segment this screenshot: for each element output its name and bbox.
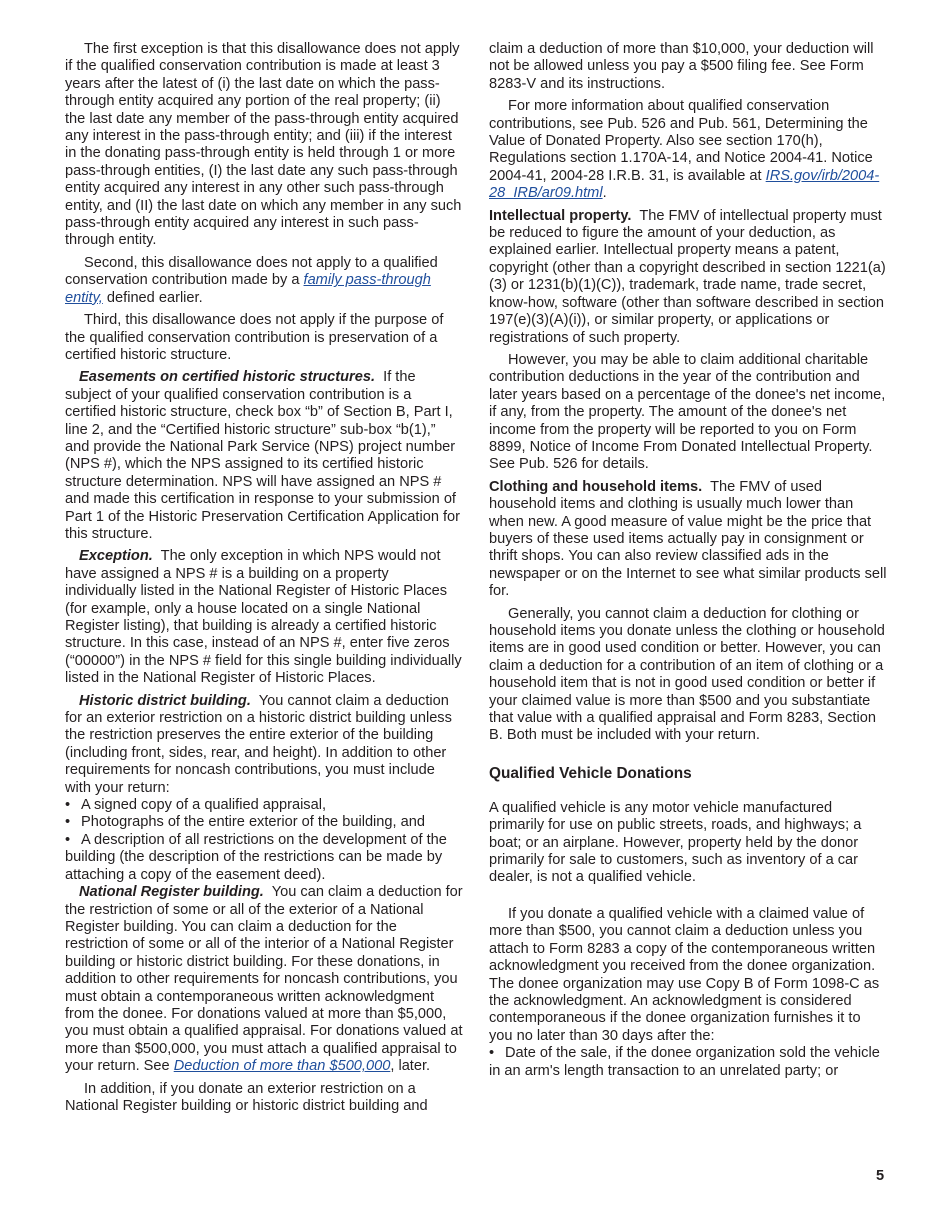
clothing-text: The FMV of used household items and clothing is usually much lower than when new. A good measure of value might be the price that buyers of these used items actually pay in consignment or thrift shops. You can also review classified ads in the newspaper or on the Internet to see what similar products sell for. xyxy=(489,478,887,600)
section-heading-qualified-vehicle: Qualified Vehicle Donations xyxy=(489,764,692,782)
bullet-item xyxy=(489,1045,887,1080)
bullet-text: Date of the sale, if the donee organization sold the vehicle in an arm's length transaction to an unrelated party; or xyxy=(489,1045,880,1079)
exception-section xyxy=(65,548,463,687)
bullet-item xyxy=(65,814,463,831)
text: . xyxy=(602,185,607,202)
bullet-icon: • xyxy=(65,814,71,831)
paragraph-third-exception: Third, this disallowance does not apply if the purpose of the qualified conservation contribution is preservation of a certified historic structure. xyxy=(65,312,444,363)
spacer xyxy=(489,892,887,906)
easements-section xyxy=(65,369,463,543)
bullet-item xyxy=(65,832,463,884)
bullet-text: Photographs of the entire exterior of the building, and xyxy=(81,814,425,831)
paragraph-second-exception xyxy=(65,255,463,307)
paragraph-in-addition: In addition, if you donate an exterior restriction on a National Register building or historic district building and xyxy=(65,1080,428,1114)
left-column xyxy=(65,41,463,1120)
easements-text: If the subject of your qualified conservation contribution is a certified historic structure, check box “b” of Section B, Part I, line 2, and the “Certified historic structure” sub-box “b(1),” and provide the National Park Service (NPS) project number (NPS #), which the NPS assigned to its certified historic structure determination. NPS will have assigned an NPS # and made this certification in response to your submission of Part 1 of the Historic Preservation Certification Application for this structure. xyxy=(65,369,461,542)
text: , later. xyxy=(390,1058,431,1075)
bullet-text: A description of all restrictions on the development of the building (the description of the restrictions can be made by attaching a copy of the easement deed). xyxy=(65,831,447,883)
family-pass-through-entity-link[interactable]: family pass-through entity, xyxy=(65,272,431,306)
national-register-text: You can claim a deduction for the restriction of some or all of the exterior of a National Register building. You can claim a deduction for the restriction of some or all of the interior of a National Register building or historic district building. For these donations, in addition to other requirements for noncash contributions, you must obtain a contemporaneous written acknowledgment from the donee. For donations valued at more than $5,000, you must obtain a qualified appraisal. For donations valued at more than $500,000, you must attach a qualified appraisal to your return. See xyxy=(65,884,463,1075)
paragraph-vehicle-definition: A qualified vehicle is any motor vehicle manufactured primarily for use on public streets, roads, and highways; a boat; or an airplane. However, property held by the donor primarily for sale to customers, such as inventory of a car dealer, is not a qualified vehicle. xyxy=(489,799,862,886)
intellectual-property-section xyxy=(489,208,887,347)
paragraph-more-info xyxy=(489,98,887,202)
easements-heading: Easements on certified historic structures. xyxy=(79,369,376,386)
bullet-icon: • xyxy=(489,1045,495,1062)
national-register-heading: National Register building. xyxy=(79,884,264,901)
historic-district-text: You cannot claim a deduction for an exterior restriction on a historic district building unless the restriction preserves the entire exterior of the building (including front, sides, rear, and height). In addition to other requirements for noncash contributions, you must include with your return: xyxy=(65,692,452,796)
irs-notice-link[interactable]: IRS.gov/irb/2004-28_IRB/ar09.html xyxy=(489,167,880,202)
paragraph-filing-fee: claim a deduction of more than $10,000, your deduction will not be allowed unless you pay a $500 filing fee. See Form 8283-V and its instructions. xyxy=(489,41,874,92)
historic-district-heading: Historic district building. xyxy=(79,692,251,709)
paragraph-ip-additional: However, you may be able to claim additional charitable contribution deductions in the year of the contribution and later years based on a percentage of the donee's net income, if any, from the property. The amount of the donee's net income from the property will be reported to you on Form 8899, Notice of Income From Donated Intellectual Property. See Pub. 526 for details. xyxy=(489,351,886,473)
exception-text: The only exception in which NPS would not have assigned a NPS # is a building on a property individually listed in the National Register of Historic Places (for example, only a house located on a single National Register listing), that building is already a certified historic structure. In this case, instead of an NPS #, enter five zeros (“00000”) in the NPS # field for this single building individually listed in the National Register of Historic Places. xyxy=(65,548,462,687)
exception-heading: Exception. xyxy=(79,548,153,565)
page-number: 5 xyxy=(876,1168,885,1184)
deduction-more-than-500000-link[interactable]: Deduction of more than $500,000 xyxy=(173,1058,391,1075)
paragraph-first-exception: The first exception is that this disallowance does not apply if the qualified conservation contribution is made at least 3 years after the latest of (i) the last date on which the pass-through entity acquired any portion of the real property; (ii) the last date any member of the pass-through entity acquired any interest in the pass-through entity; and (iii) if the interest in the donating pass-through entity is held through 1 or more pass-through entities, (I) the last date any such pass-through entity acquired any interest in any other such pass-through entity, and (II) the last date on which any member in any such pass-through entity acquired any interest in such pass-through entity. xyxy=(65,41,462,249)
bullet-item xyxy=(65,797,463,814)
text: defined earlier. xyxy=(102,289,203,306)
right-column xyxy=(489,41,887,1080)
national-register-section xyxy=(65,884,463,1075)
intellectual-property-text: The FMV of intellectual property must be reduced to figure the amount of your deduction, as explained earlier. Intellectual property means a patent, copyright (other than a copyright described in section 1221(a)(3) or 1231(b)(1)(C)), trademark, trade name, trade secret, know-how, software (other than software described in section 197(e)(3)(A)(i)), or similar property, or applications or registrations of such property. xyxy=(489,207,886,346)
bullet-text: A signed copy of a qualified appraisal, xyxy=(81,797,327,814)
text: Second, this disallowance does not apply to a qualified conservation contribution made by a xyxy=(65,254,438,289)
bullet-icon: • xyxy=(65,797,71,814)
intellectual-property-heading: Intellectual property. xyxy=(489,207,632,224)
clothing-heading: Clothing and household items. xyxy=(489,478,703,495)
historic-district-section xyxy=(65,693,463,797)
paragraph-clothing-generally: Generally, you cannot claim a deduction for clothing or household items you donate unless the clothing or household items are in good used condition or better. However, you can claim a deduction for a contribution of an item of clothing or a household item that is not in good used condition or better if your claimed value is more than $500 and you substantiate that value with a qualified appraisal and Form 8283, Section B. Both must be included with your return. xyxy=(489,605,885,744)
bullet-icon: • xyxy=(65,831,71,848)
paragraph-vehicle-acknowledgment: If you donate a qualified vehicle with a claimed value of more than $500, you cannot claim a deduction unless you attach to Form 8283 a copy of the contemporaneous written acknowledgment you received from the donee organization. The donee organization may use Copy B of Form 1098-C as the acknowledgment. An acknowledgment is considered contemporaneous if the donee organization furnishes it to you no later than 30 days after the: xyxy=(489,905,880,1044)
text: For more information about qualified conservation contributions, see Pub. 526 and Pub. 561, Determining the Value of Donated Property. Also see section 170(h), Regulations section 1.170A-14, and Notice 2004-41. Notice 2004-41, 2004-28 I.R.B. 31, is available at xyxy=(489,98,873,184)
clothing-section xyxy=(489,479,887,601)
